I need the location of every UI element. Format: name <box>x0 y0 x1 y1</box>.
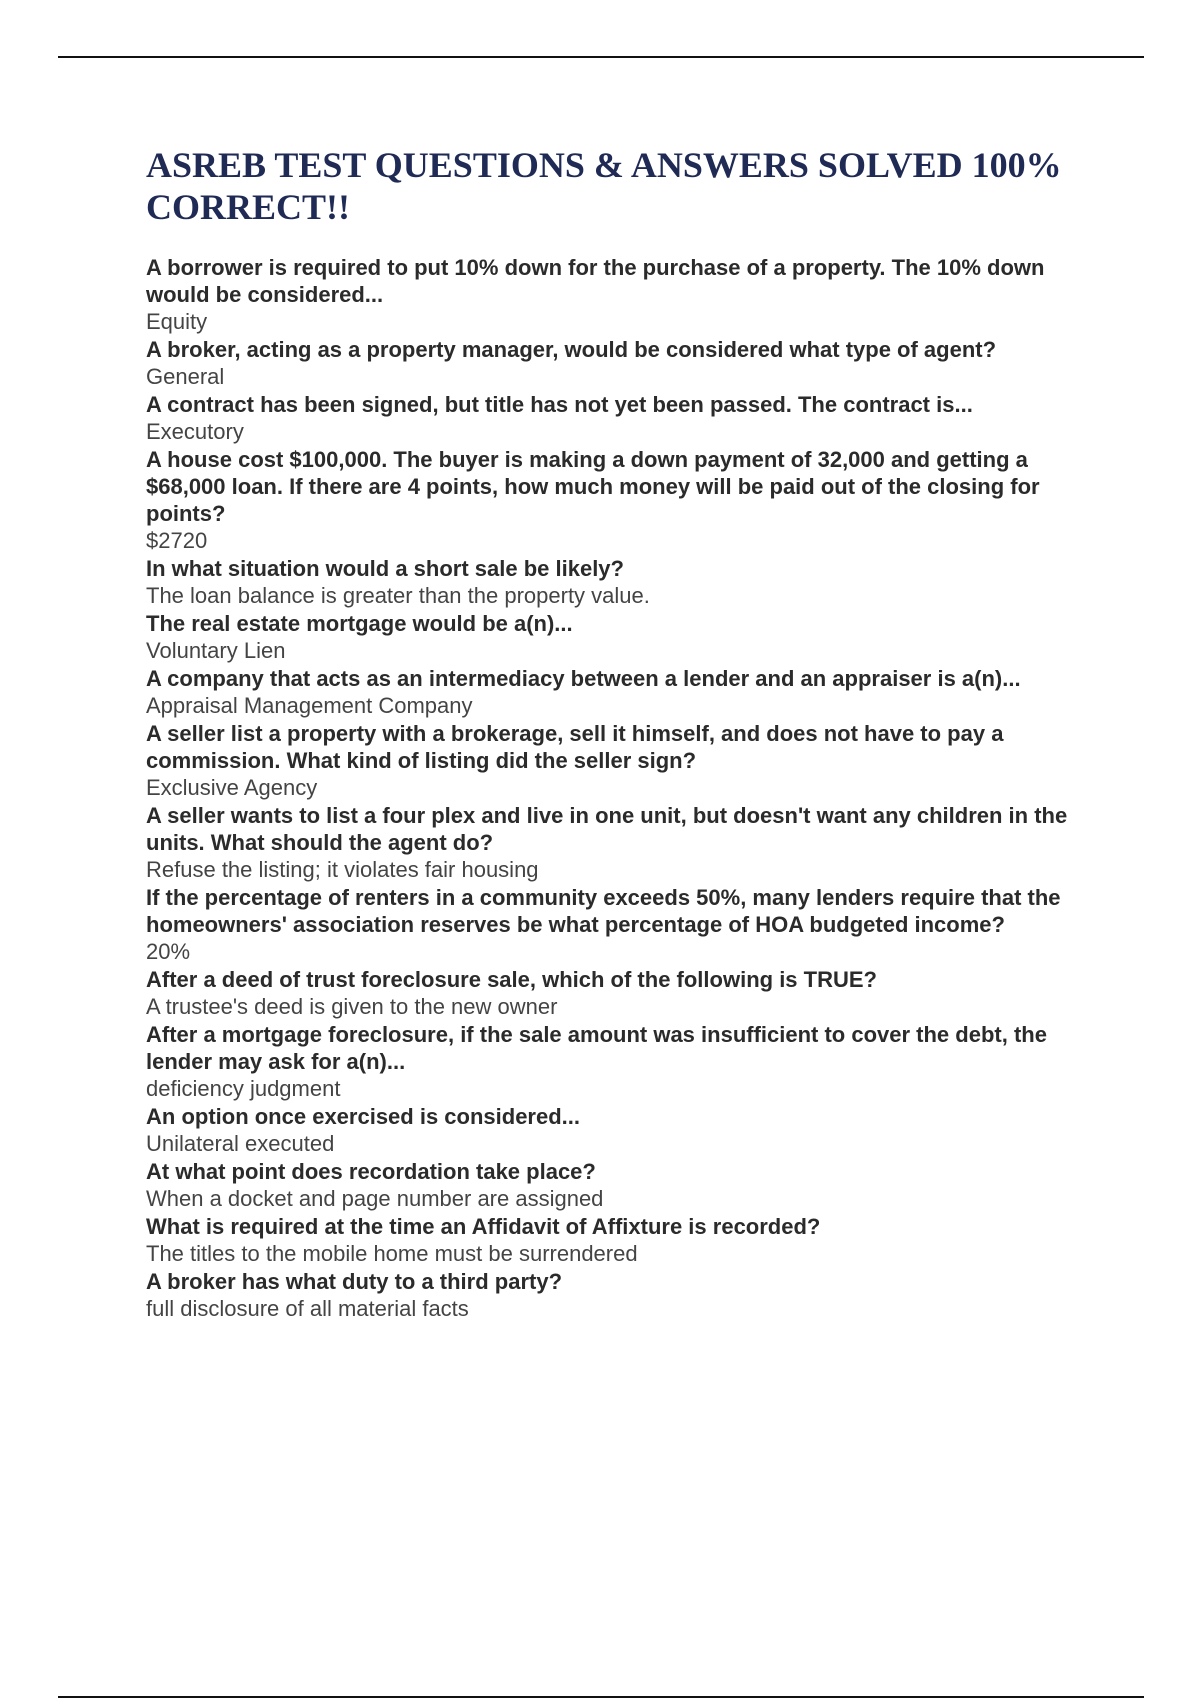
qa-item <box>146 802 1096 884</box>
document-body <box>146 144 1096 1323</box>
question-text: A house cost $100,000. The buyer is making a down payment of 32,000 and getting a $68,000 loan. If there are 4 points, how much money will be paid out of the closing for points? <box>146 447 1040 526</box>
qa-item <box>146 555 1096 610</box>
qa-item <box>146 1213 1096 1268</box>
answer-text: Equity <box>146 309 208 334</box>
bottom-divider <box>58 1696 1144 1698</box>
answer-text: 20% <box>146 939 191 964</box>
question-text: In what situation would a short sale be likely? <box>146 556 624 581</box>
document-title: ASREB TEST QUESTIONS & ANSWERS SOLVED 100% CORRECT!! <box>146 145 1062 227</box>
answer-text: A trustee's deed is given to the new owner <box>146 994 558 1019</box>
question-text: A seller wants to list a four plex and live in one unit, but doesn't want any children in the units. What should the agent do? <box>146 803 1068 855</box>
answer-text: The loan balance is greater than the property value. <box>146 583 650 608</box>
question-text: At what point does recordation take place? <box>146 1159 596 1184</box>
question-text: A broker, acting as a property manager, would be considered what type of agent? <box>146 337 997 362</box>
answer-text: Executory <box>146 419 244 444</box>
question-text: A seller list a property with a brokerage, sell it himself, and does not have to pay a commission. What kind of listing did the seller sign? <box>146 721 1004 773</box>
answer-text: deficiency judgment <box>146 1076 341 1101</box>
question-text: After a mortgage foreclosure, if the sale amount was insufficient to cover the debt, the lender may ask for a(n)... <box>146 1022 1047 1074</box>
qa-item <box>146 446 1096 555</box>
qa-item <box>146 610 1096 665</box>
qa-item <box>146 966 1096 1021</box>
qa-item <box>146 254 1096 336</box>
qa-item <box>146 1268 1096 1323</box>
answer-text: $2720 <box>146 528 208 553</box>
answer-text: Unilateral executed <box>146 1131 335 1156</box>
answer-text: Appraisal Management Company <box>146 693 473 718</box>
question-text: If the percentage of renters in a community exceeds 50%, many lenders require that the homeowners' association reserves be what percentage of HOA budgeted income? <box>146 885 1061 937</box>
qa-item <box>146 720 1096 802</box>
qa-item <box>146 884 1096 966</box>
answer-text: Refuse the listing; it violates fair housing <box>146 857 539 882</box>
qa-item <box>146 391 1096 446</box>
question-text: A contract has been signed, but title has not yet been passed. The contract is... <box>146 392 973 417</box>
question-text: A borrower is required to put 10% down for the purchase of a property. The 10% down would be considered... <box>146 255 1045 307</box>
qa-item <box>146 336 1096 391</box>
top-divider <box>58 56 1144 58</box>
question-text: A broker has what duty to a third party? <box>146 1269 563 1294</box>
question-text: An option once exercised is considered... <box>146 1104 581 1129</box>
question-text: After a deed of trust foreclosure sale, which of the following is TRUE? <box>146 967 877 992</box>
answer-text: Exclusive Agency <box>146 775 318 800</box>
answer-text: General <box>146 364 225 389</box>
answer-text: Voluntary Lien <box>146 638 286 663</box>
answer-text: When a docket and page number are assigned <box>146 1186 604 1211</box>
question-text: What is required at the time an Affidavit of Affixture is recorded? <box>146 1214 821 1239</box>
question-text: The real estate mortgage would be a(n)... <box>146 611 573 636</box>
qa-item <box>146 665 1096 720</box>
qa-item <box>146 1158 1096 1213</box>
answer-text: full disclosure of all material facts <box>146 1296 469 1321</box>
qa-list <box>146 254 1096 1323</box>
qa-item <box>146 1103 1096 1158</box>
question-text: A company that acts as an intermediacy between a lender and an appraiser is a(n)... <box>146 666 1021 691</box>
answer-text: The titles to the mobile home must be surrendered <box>146 1241 638 1266</box>
qa-item <box>146 1021 1096 1103</box>
